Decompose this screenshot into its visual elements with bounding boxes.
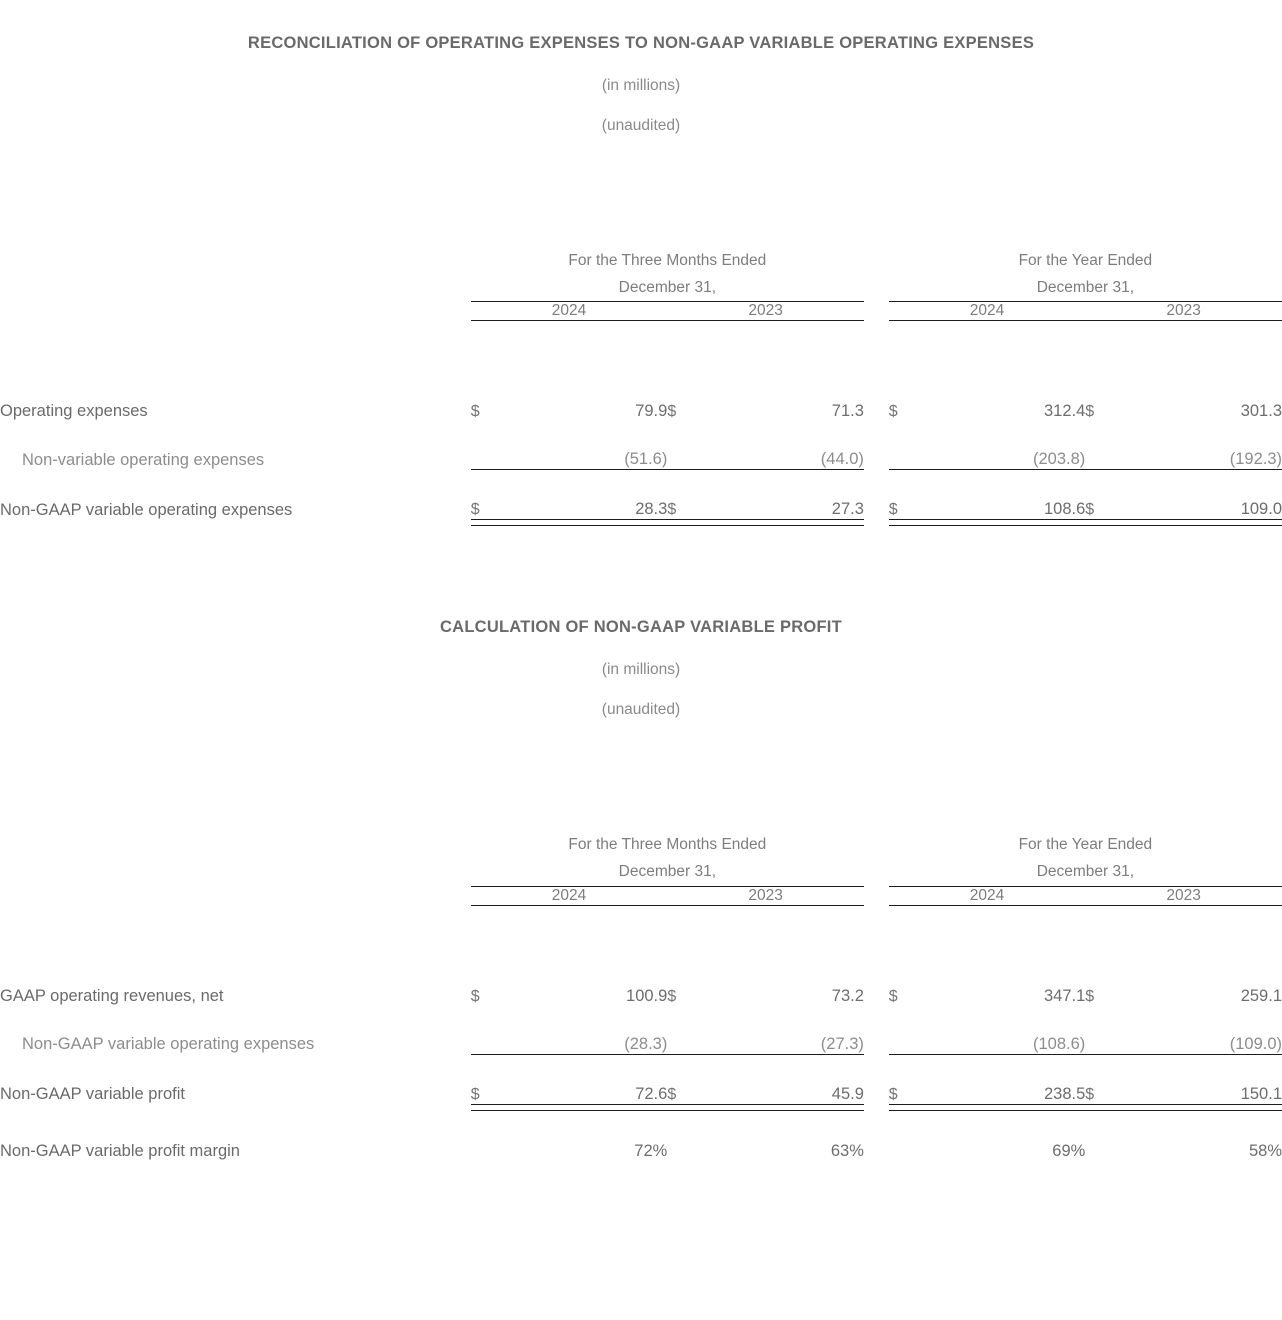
spacer [0, 520, 471, 526]
spacer-gap [864, 1110, 889, 1161]
table-row-margin [0, 1110, 1282, 1161]
currency-symbol: $ [889, 470, 930, 520]
group-line-2: December 31, [618, 863, 717, 881]
cell-value: (51.6) [624, 450, 668, 469]
currency-symbol: $ [470, 987, 480, 1005]
currency-symbol: $ [888, 987, 898, 1005]
spacer-gap [864, 421, 889, 470]
cell-value: (203.8) [1033, 450, 1086, 469]
reconciliation-table [0, 247, 1282, 526]
column-group-header-row [0, 247, 1282, 302]
year-header-row [0, 886, 1282, 905]
currency-symbol [471, 1006, 512, 1055]
cell-value: 72.6 [512, 1054, 667, 1104]
spacer-gap [864, 302, 889, 321]
group-line-2: December 31, [1036, 863, 1135, 881]
cell-value: 238.5 [930, 1054, 1085, 1104]
cell-value: 69% [1052, 1141, 1086, 1160]
spacer-gap [864, 470, 889, 520]
currency-symbol: $ [667, 1054, 708, 1104]
currency-symbol [667, 1006, 708, 1055]
currency-symbol: $ [1085, 987, 1095, 1005]
cell-value: 73.2 [831, 986, 864, 1005]
column-group-quarter [471, 247, 864, 302]
spacer [0, 831, 471, 886]
year-header-y-2023: 2023 [1085, 302, 1282, 321]
column-group-year [889, 247, 1282, 302]
double-rule [889, 520, 1086, 526]
year-header-y-2024: 2024 [889, 886, 1086, 905]
spacer [0, 302, 471, 321]
section-2-title-block [126, 618, 1156, 719]
currency-symbol: $ [1085, 403, 1095, 421]
table-row [0, 1006, 1282, 1055]
currency-symbol: $ [667, 987, 677, 1005]
cell-value: 63% [830, 1141, 864, 1160]
spacer [0, 905, 1282, 958]
spacer-gap [864, 831, 889, 886]
cell-value: 28.3 [512, 470, 667, 520]
spacer [0, 886, 471, 905]
double-rule [667, 520, 864, 526]
group-line-2: December 31, [1036, 279, 1135, 297]
double-rule [471, 520, 668, 526]
total-double-rule-row [0, 520, 1282, 526]
spacer [0, 247, 471, 302]
currency-symbol: $ [471, 470, 512, 520]
year-header-y-2024: 2024 [889, 302, 1086, 321]
cell-value: 100.9 [626, 986, 668, 1005]
cell-value: (44.0) [820, 450, 864, 469]
cell-value: 109.0 [1127, 470, 1282, 520]
cell-value: 150.1 [1127, 1054, 1282, 1104]
spacer-gap [864, 520, 889, 526]
year-header-y-2023: 2023 [1085, 886, 1282, 905]
cell-value: 79.9 [635, 402, 668, 421]
variable-profit-table [0, 831, 1282, 1160]
currency-symbol [889, 1110, 930, 1161]
table-row [0, 373, 1282, 421]
row-label: Non-GAAP variable profit margin [0, 1141, 240, 1160]
currency-symbol: $ [1085, 1054, 1126, 1104]
currency-symbol: $ [888, 403, 898, 421]
section-1-audit-note: (unaudited) [601, 117, 681, 134]
currency-symbol [1085, 1006, 1126, 1055]
currency-symbol [471, 1110, 512, 1161]
cell-value: 45.9 [709, 1054, 864, 1104]
section-2-units: (in millions) [601, 661, 681, 679]
spacer-gap [864, 373, 889, 421]
currency-symbol [889, 1006, 930, 1055]
year-header-q-2024: 2024 [471, 886, 668, 905]
column-group-header-row [0, 831, 1282, 886]
header-body-spacer [0, 905, 1282, 958]
section-1-units: (in millions) [601, 77, 681, 94]
section-1-title: RECONCILIATION OF OPERATING EXPENSES TO NON-GAAP VARIABLE OPERATING EXPENSES [247, 34, 1035, 52]
cell-value: (109.0) [1229, 1034, 1282, 1053]
currency-symbol [1085, 1110, 1126, 1161]
currency-symbol: $ [471, 1054, 512, 1104]
currency-symbol: $ [667, 403, 677, 421]
row-label: Non-GAAP variable operating expenses [22, 1035, 315, 1053]
cell-value: 301.3 [1240, 402, 1282, 421]
spacer-gap [864, 247, 889, 302]
cell-value: 312.4 [1044, 402, 1086, 421]
table-row [0, 958, 1282, 1006]
cell-value: 259.1 [1240, 986, 1282, 1005]
cell-value: 347.1 [1044, 986, 1086, 1005]
double-rule [1085, 520, 1282, 526]
cell-value: 72% [634, 1141, 668, 1160]
cell-value: 27.3 [709, 470, 864, 520]
column-group-quarter [471, 831, 864, 886]
year-header-q-2023: 2023 [667, 302, 864, 321]
section-2-title: CALCULATION OF NON-GAAP VARIABLE PROFIT [440, 618, 842, 637]
currency-symbol: $ [889, 1054, 930, 1104]
spacer-gap [864, 886, 889, 905]
currency-symbol [889, 421, 930, 470]
cell-value: 71.3 [831, 402, 864, 421]
row-label: Operating expenses [0, 402, 148, 421]
cell-value: 58% [1248, 1141, 1282, 1160]
row-label: Non-variable operating expenses [22, 450, 265, 469]
currency-symbol: $ [667, 470, 708, 520]
group-line-2: December 31, [618, 279, 717, 297]
header-body-spacer [0, 321, 1282, 374]
currency-symbol [471, 421, 512, 470]
section-2-audit-note: (unaudited) [601, 701, 681, 719]
spacer-gap [864, 1054, 889, 1104]
group-line-1: For the Year Ended [1018, 252, 1153, 269]
cell-value: (27.3) [820, 1034, 864, 1053]
spacer [0, 321, 1282, 374]
year-header-q-2023: 2023 [667, 886, 864, 905]
group-line-1: For the Three Months Ended [568, 252, 767, 269]
currency-symbol: $ [1085, 470, 1126, 520]
row-label: GAAP operating revenues, net [0, 986, 224, 1005]
table-row-total [0, 1054, 1282, 1104]
spacer-gap [864, 1006, 889, 1055]
spacer-gap [864, 958, 889, 1006]
cell-value: (192.3) [1229, 450, 1282, 469]
column-group-year [889, 831, 1282, 886]
section-1-title-block [126, 34, 1156, 135]
table-row-total [0, 470, 1282, 520]
cell-value: (28.3) [624, 1034, 668, 1053]
group-line-1: For the Year Ended [1018, 836, 1153, 854]
currency-symbol: $ [470, 403, 480, 421]
year-header-row [0, 302, 1282, 321]
table-row [0, 421, 1282, 470]
year-header-q-2024: 2024 [471, 302, 668, 321]
currency-symbol [1085, 421, 1126, 470]
cell-value: (108.6) [1033, 1034, 1086, 1053]
group-line-1: For the Three Months Ended [568, 836, 767, 854]
cell-value: 108.6 [930, 470, 1085, 520]
currency-symbol [667, 421, 708, 470]
row-label: Non-GAAP variable operating expenses [0, 500, 293, 519]
currency-symbol [667, 1110, 708, 1161]
row-label: Non-GAAP variable profit [0, 1085, 185, 1103]
